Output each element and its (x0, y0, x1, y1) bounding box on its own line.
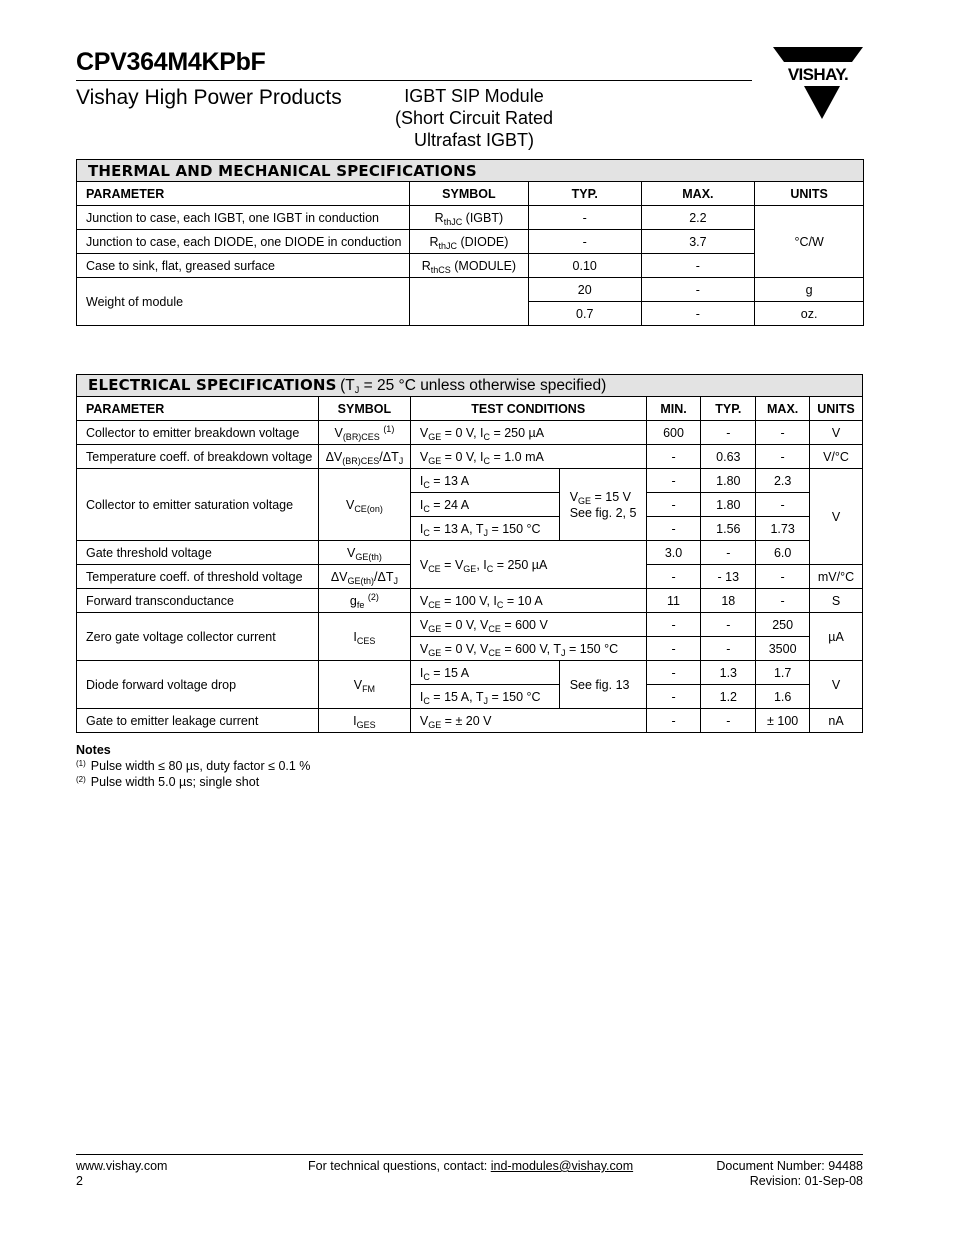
symbol-cell: $R_{thJC}$ (DIODE) (409, 230, 528, 254)
test-condition-cell: $V_{GE}$ = ± 20 V (410, 709, 646, 733)
typ-cell: 1.2 (701, 685, 756, 709)
notes (76, 742, 310, 790)
test-condition-cell: $V_{GE} = 0$ V, $V_{CE} = 600$ V, $T_J = 150$ °C (410, 637, 646, 661)
page-number: 2 (76, 1174, 83, 1188)
min-cell: 600 (646, 421, 701, 445)
col-header-units: UNITS (755, 182, 864, 206)
table-title: ELECTRICAL SPECIFICATIONS ($T_J = 25$ °C unless otherwise specified) (77, 375, 863, 397)
parameter-cell: Junction to case, each IGBT, one IGBT in conduction (77, 206, 410, 230)
units-cell: V/°C (810, 445, 863, 469)
col-header-max: MAX. (756, 397, 810, 421)
typ-cell: 1.80 (701, 469, 756, 493)
parameter-cell: Collector to emitter breakdown voltage (77, 421, 319, 445)
company-line: Vishay High Power Products (76, 86, 342, 109)
note-2: $^{(2)}$ Pulse width 5.0 µs; single shot (76, 775, 260, 789)
test-condition-cell: $I_C = 13$ A, $T_J = 150$ °C (410, 517, 559, 541)
typ-cell: 1.80 (701, 493, 756, 517)
table-row (77, 661, 863, 685)
revision: Revision: 01-Sep-08 (749, 1174, 863, 1188)
test-condition-cell: $I_C = 15$ A (410, 661, 559, 685)
typ-cell: - (701, 709, 756, 733)
units-cell: S (810, 589, 863, 613)
parameter-cell: Collector to emitter saturation voltage (77, 469, 319, 541)
typ-cell: - (701, 421, 756, 445)
test-condition-side-cell: See fig. 13 (559, 661, 646, 709)
typ-cell: - (528, 206, 641, 230)
max-cell: 6.0 (756, 541, 810, 565)
min-cell: - (646, 469, 701, 493)
test-condition-cell: $I_C = 15$ A, $T_J = 150$ °C (410, 685, 559, 709)
test-condition-cell: $I_C = 24$ A (410, 493, 559, 517)
max-cell: - (641, 278, 755, 302)
symbol-cell: $R_{thCS}$ (MODULE) (409, 254, 528, 278)
footer-left (76, 1159, 167, 1189)
table-row (77, 254, 864, 278)
test-condition-cell: $V_{CE} = 100$ V, $I_C = 10$ A (410, 589, 646, 613)
col-header-symbol: SYMBOL (318, 397, 410, 421)
min-cell: - (646, 517, 701, 541)
part-number: CPV364M4KPbF (76, 48, 266, 76)
parameter-cell: Junction to case, each DIODE, one DIODE in conduction (77, 230, 410, 254)
parameter-cell: Weight of module (77, 278, 410, 326)
typ-cell: - (701, 613, 756, 637)
col-header-max: MAX. (641, 182, 755, 206)
header-rule (76, 80, 752, 81)
table-row (77, 709, 863, 733)
units-cell: V (810, 421, 863, 445)
col-header-parameter: PARAMETER (77, 397, 319, 421)
table-row (77, 278, 864, 302)
min-cell: - (646, 613, 701, 637)
min-cell: - (646, 661, 701, 685)
max-cell: - (756, 565, 810, 589)
min-cell: 3.0 (646, 541, 701, 565)
units-cell: mV/°C (810, 565, 863, 589)
symbol-cell: $\Delta V_{(BR)CES}/\Delta T_J$ (318, 445, 410, 469)
contact-email-link[interactable]: ind-modules@vishay.com (490, 1159, 634, 1173)
test-condition-cell: $V_{GE} = 0$ V, $V_{CE} = 600$ V (410, 613, 646, 637)
table-row (77, 445, 863, 469)
electrical-spec-table (76, 374, 863, 733)
max-cell: - (756, 589, 810, 613)
vishay-logo (770, 44, 866, 122)
typ-cell: 18 (701, 589, 756, 613)
symbol-cell: $V_{GE(th)}$ (318, 541, 410, 565)
table-row (77, 230, 864, 254)
footer-contact (308, 1159, 633, 1174)
min-cell: - (646, 493, 701, 517)
max-cell: - (641, 254, 755, 278)
symbol-cell: $R_{thJC}$ (IGBT) (409, 206, 528, 230)
table-row (77, 469, 863, 493)
document-number: Document Number: 94488 (716, 1159, 863, 1173)
typ-cell: - (701, 541, 756, 565)
test-condition-side-cell: $V_{GE} = 15$ V See fig. 2, 5 (559, 469, 646, 541)
typ-cell: - 13 (701, 565, 756, 589)
max-cell: 2.2 (641, 206, 755, 230)
max-cell: - (756, 421, 810, 445)
max-cell: 1.6 (756, 685, 810, 709)
max-cell: 2.3 (756, 469, 810, 493)
product-desc-line-3: Ultrafast IGBT) (413, 130, 534, 150)
typ-cell: - (528, 230, 641, 254)
product-desc-line-1: IGBT SIP Module (404, 86, 544, 106)
max-cell: - (641, 302, 755, 326)
col-header-symbol: SYMBOL (409, 182, 528, 206)
min-cell: - (646, 685, 701, 709)
max-cell: - (756, 493, 810, 517)
col-header-units: UNITS (810, 397, 863, 421)
max-cell: - (756, 445, 810, 469)
parameter-cell: Gate to emitter leakage current (77, 709, 319, 733)
parameter-cell: Gate threshold voltage (77, 541, 319, 565)
typ-cell: - (701, 637, 756, 661)
footer-website-link[interactable]: www.vishay.com (76, 1159, 168, 1173)
parameter-cell: Diode forward voltage drop (77, 661, 319, 709)
table-row (77, 206, 864, 230)
table-row (77, 613, 863, 637)
col-header-typ: TYP. (528, 182, 641, 206)
min-cell: - (646, 637, 701, 661)
max-cell: 3500 (756, 637, 810, 661)
parameter-cell: Case to sink, flat, greased surface (77, 254, 410, 278)
symbol-cell (409, 278, 528, 326)
units-cell: V (810, 469, 863, 565)
test-condition-cell: $V_{GE} = 0$ V, $I_C = 1.0$ mA (410, 445, 646, 469)
symbol-cell: $I_{CES}$ (318, 613, 410, 661)
footer-rule (76, 1154, 863, 1155)
parameter-cell: Temperature coeff. of breakdown voltage (77, 445, 319, 469)
table-row (77, 541, 863, 565)
footer-right (716, 1159, 863, 1189)
symbol-cell: $g_{fe}$ $^{(2)}$ (318, 589, 410, 613)
typ-cell: 0.7 (528, 302, 641, 326)
max-cell: 1.7 (756, 661, 810, 685)
test-condition-cell: $I_C = 13$ A (410, 469, 559, 493)
symbol-cell: $V_{(BR)CES}$ $^{(1)}$ (318, 421, 410, 445)
contact-prefix: For technical questions, contact: (308, 1159, 491, 1173)
test-condition-cell: $V_{CE} = V_{GE}$, $I_C = 250$ µA (410, 541, 646, 589)
min-cell: - (646, 445, 701, 469)
col-header-test-conditions: TEST CONDITIONS (410, 397, 646, 421)
units-cell: nA (810, 709, 863, 733)
parameter-cell: Temperature coeff. of threshold voltage (77, 565, 319, 589)
note-1: $^{(1)}$ Pulse width ≤ 80 µs, duty factor ≤ 0.1 % (76, 759, 311, 773)
typ-cell: 1.3 (701, 661, 756, 685)
table-title: THERMAL AND MECHANICAL SPECIFICATIONS (77, 160, 864, 182)
notes-title: Notes (76, 743, 111, 757)
units-cell: g (755, 278, 864, 302)
table-row (77, 589, 863, 613)
units-cell: µA (810, 613, 863, 661)
units-cell: °C/W (755, 206, 864, 278)
max-cell: 1.73 (756, 517, 810, 541)
min-cell: - (646, 709, 701, 733)
units-cell: V (810, 661, 863, 709)
col-header-typ: TYP. (701, 397, 756, 421)
max-cell: ± 100 (756, 709, 810, 733)
typ-cell: 1.56 (701, 517, 756, 541)
thermal-spec-table (76, 159, 864, 326)
max-cell: 250 (756, 613, 810, 637)
symbol-cell: $\Delta V_{GE(th)}/\Delta T_J$ (318, 565, 410, 589)
table-row (77, 421, 863, 445)
logo-wordmark: VISHAY. (787, 65, 849, 84)
typ-cell: 0.10 (528, 254, 641, 278)
col-header-parameter: PARAMETER (77, 182, 410, 206)
col-header-min: MIN. (646, 397, 701, 421)
symbol-cell: $V_{CE(on)}$ (318, 469, 410, 541)
parameter-cell: Zero gate voltage collector current (77, 613, 319, 661)
min-cell: 11 (646, 589, 701, 613)
units-cell: oz. (755, 302, 864, 326)
typ-cell: 0.63 (701, 445, 756, 469)
product-description (386, 85, 562, 151)
parameter-cell: Forward transconductance (77, 589, 319, 613)
max-cell: 3.7 (641, 230, 755, 254)
test-condition-cell: $V_{GE} = 0$ V, $I_C = 250$ µA (410, 421, 646, 445)
min-cell: - (646, 565, 701, 589)
product-desc-line-2: (Short Circuit Rated (394, 108, 554, 128)
symbol-cell: $I_{GES}$ (318, 709, 410, 733)
symbol-cell: $V_{FM}$ (318, 661, 410, 709)
typ-cell: 20 (528, 278, 641, 302)
